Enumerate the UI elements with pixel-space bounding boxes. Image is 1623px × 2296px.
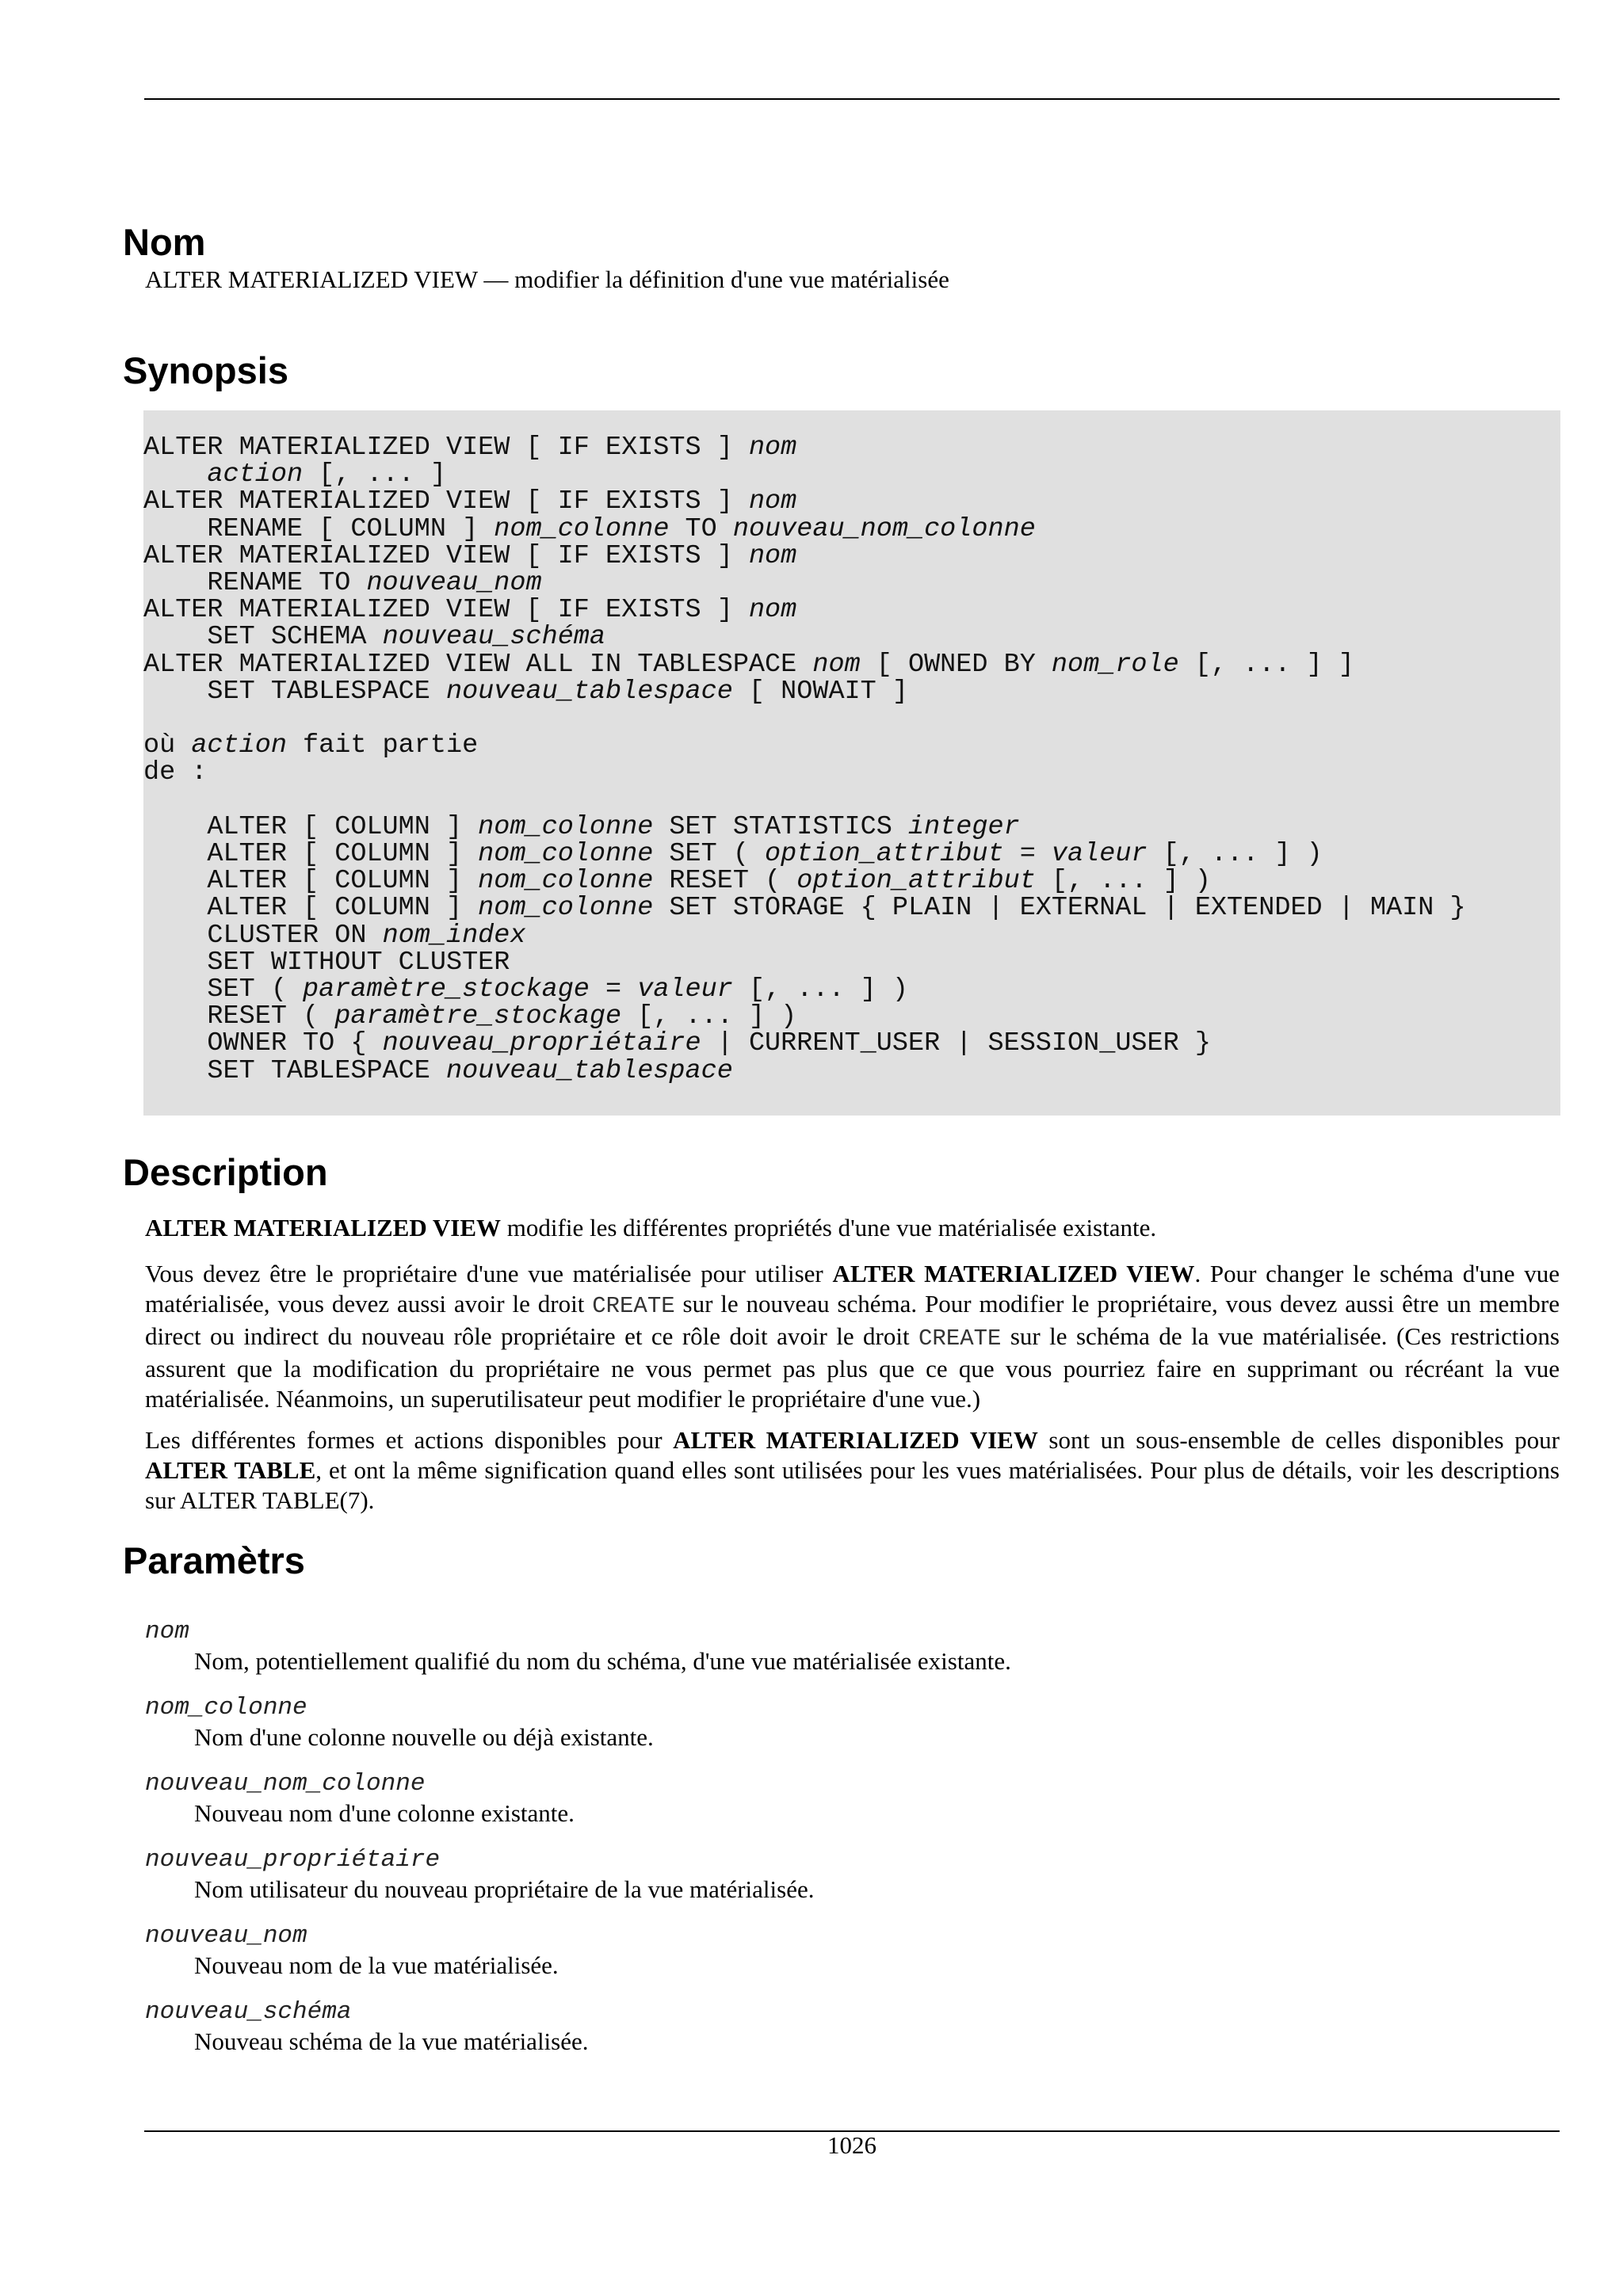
synopsis-placeholder: paramètre_stockage — [303, 974, 590, 1005]
synopsis-placeholder: nouveau_tablespace — [445, 676, 733, 707]
synopsis-placeholder: nom_colonne — [478, 866, 654, 897]
paragraph-text: , et ont la même signification quand elles sont utilisées pour les vues matérialisées. Pour plus de détails, voir les descriptions sur ALTER TABLE(7). — [145, 1456, 1560, 1514]
description-paragraph-2 — [145, 1259, 1560, 1414]
section-heading-description: Description — [123, 1151, 328, 1193]
parameter-term: nouveau_propriétaire — [145, 1846, 441, 1874]
parameter-definition: Nom utilisateur du nouveau propriétaire de la vue matérialisée. — [194, 1875, 815, 1903]
synopsis-placeholder: nom_role — [1051, 649, 1179, 680]
synopsis-text: OWNER TO { — [143, 1028, 383, 1059]
synopsis-text: [, ... ] — [303, 460, 446, 490]
synopsis-placeholder: nom_colonne — [478, 839, 654, 870]
synopsis-text: ALTER [ COLUMN ] — [143, 893, 479, 924]
synopsis-text: [, ... ] ) — [1035, 866, 1211, 897]
command-summary: modifier la définition d'une vue matérialisée — [514, 265, 949, 293]
header-rule — [144, 98, 1560, 100]
paragraph-text: modifie les différentes propriétés d'une vue matérialisée existante. — [501, 1214, 1157, 1241]
paragraph-text: . Pour changer le schéma d'une vue matérialisée, vous devez aussi avoir le droit — [145, 1260, 1560, 1318]
parameter-term: nom_colonne — [145, 1694, 307, 1722]
paragraph-text: sur le schéma de la vue matérialisée. (Ces restrictions assurent que la modification du propriétaire ne vous permet pas plus que ce que vous pourriez faire en supprimant ou récréant la vue matérialisée. Néanmoins, un superutilisateur peut modifier le propriétaire d'une vue.) — [145, 1322, 1560, 1413]
description-paragraph-3 — [145, 1425, 1560, 1516]
command-reference: ALTER MATERIALIZED VIEW — [145, 1214, 502, 1241]
synopsis-block — [143, 410, 1560, 1116]
synopsis-placeholder: nom — [748, 595, 797, 626]
parameter-term: nouveau_schéma — [145, 1998, 352, 2026]
section-heading-nom: Nom — [123, 221, 206, 263]
synopsis-text: SET SCHEMA — [143, 622, 383, 653]
synopsis-placeholder: nouveau_tablespace — [445, 1055, 733, 1086]
sql-literal: CREATE — [918, 1325, 1002, 1352]
synopsis-text: où — [143, 730, 192, 761]
synopsis-text: SET TABLESPACE — [143, 1055, 446, 1086]
command-name: ALTER MATERIALIZED VIEW — [145, 265, 478, 293]
synopsis-placeholder: nom_colonne — [478, 893, 654, 924]
synopsis-text: [, ... ] ) — [621, 1001, 797, 1032]
synopsis-placeholder: integer — [907, 811, 1020, 842]
synopsis-text: de : — [143, 757, 208, 788]
synopsis-placeholder: action — [207, 460, 304, 490]
paragraph-text: sur le nouveau schéma. Pour modifier le propriétaire, vous devez aussi être un membre direct ou indirect du nouveau rôle propriétaire et ce rôle doit avoir le droit — [145, 1290, 1560, 1350]
nom-line — [145, 265, 1560, 295]
synopsis-placeholder: nom_index — [382, 920, 526, 951]
synopsis-text: [ OWNED BY — [860, 649, 1052, 680]
synopsis-text: [, ... ] ) — [1147, 839, 1323, 870]
synopsis-text: = — [589, 974, 638, 1005]
synopsis-placeholder: nouveau_nom — [366, 568, 542, 599]
synopsis-placeholder: nouveau_propriétaire — [382, 1028, 701, 1059]
synopsis-text: RESET ( — [653, 866, 797, 897]
synopsis-text: ALTER MATERIALIZED VIEW [ IF EXISTS ] — [143, 433, 749, 463]
synopsis-placeholder: nouveau_nom_colonne — [732, 513, 1036, 544]
synopsis-text: SET WITHOUT CLUSTER — [143, 947, 510, 978]
description-paragraph-1 — [145, 1213, 1560, 1243]
parameter-term: nouveau_nom_colonne — [145, 1770, 426, 1798]
synopsis-text: SET TABLESPACE — [143, 676, 446, 707]
synopsis-text: = — [1003, 839, 1052, 870]
synopsis-placeholder: nom_colonne — [478, 811, 654, 842]
synopsis-placeholder: nom — [812, 649, 861, 680]
synopsis-text — [143, 460, 207, 490]
parameter-definition: Nouveau nom d'une colonne existante. — [194, 1799, 575, 1827]
synopsis-code — [143, 434, 1466, 1085]
synopsis-text: TO — [669, 513, 733, 544]
parameter-term: nom — [145, 1618, 189, 1646]
synopsis-placeholder: valeur — [1051, 839, 1148, 870]
section-heading-parametres: Paramètrs — [123, 1539, 305, 1581]
parameter-definition: Nom d'une colonne nouvelle ou déjà existante. — [194, 1723, 654, 1751]
synopsis-text: ALTER MATERIALIZED VIEW [ IF EXISTS ] — [143, 595, 749, 626]
em-dash: — — [477, 265, 515, 293]
synopsis-text: ALTER MATERIALIZED VIEW [ IF EXISTS ] — [143, 540, 749, 571]
synopsis-text: RENAME [ COLUMN ] — [143, 513, 495, 544]
synopsis-text: SET ( — [143, 974, 304, 1005]
synopsis-text: [, ... ] ] — [1178, 649, 1354, 680]
parameter-definition: Nom, potentiellement qualifié du nom du schéma, d'une vue matérialisée existante. — [194, 1647, 1011, 1675]
sql-literal: CREATE — [592, 1293, 675, 1319]
synopsis-text: SET ( — [653, 839, 766, 870]
synopsis-placeholder: nouveau_schéma — [382, 622, 606, 653]
synopsis-text: ALTER MATERIALIZED VIEW [ IF EXISTS ] — [143, 486, 749, 517]
command-reference: ALTER MATERIALIZED VIEW — [673, 1426, 1038, 1454]
parameter-definition: Nouveau nom de la vue matérialisée. — [194, 1951, 559, 1979]
page-number: 1026 — [827, 2131, 876, 2159]
synopsis-text: ALTER [ COLUMN ] — [143, 866, 479, 897]
command-reference: ALTER TABLE — [145, 1456, 316, 1484]
synopsis-placeholder: action — [191, 730, 287, 761]
parameter-term: nouveau_nom — [145, 1922, 307, 1950]
synopsis-placeholder: option_attribut — [765, 839, 1004, 870]
synopsis-placeholder: valeur — [637, 974, 733, 1005]
synopsis-placeholder: nom — [748, 433, 797, 463]
synopsis-text: ALTER [ COLUMN ] — [143, 811, 479, 842]
synopsis-placeholder: nom — [748, 486, 797, 517]
section-heading-synopsis: Synopsis — [123, 349, 288, 391]
synopsis-placeholder: paramètre_stockage — [334, 1001, 622, 1032]
synopsis-text: ALTER MATERIALIZED VIEW ALL IN TABLESPACE — [143, 649, 813, 680]
parameter-definition: Nouveau schéma de la vue matérialisée. — [194, 2027, 589, 2055]
synopsis-text: [, ... ] ) — [732, 974, 908, 1005]
synopsis-text: SET STATISTICS — [653, 811, 908, 842]
synopsis-text: | CURRENT_USER | SESSION_USER } — [701, 1028, 1211, 1059]
paragraph-text: Les différentes formes et actions disponibles pour — [145, 1426, 674, 1454]
synopsis-text: RENAME TO — [143, 568, 367, 599]
paragraph-text: sont un sous-ensemble de celles disponibles pour — [1037, 1426, 1560, 1454]
synopsis-text: RESET ( — [143, 1001, 335, 1032]
synopsis-text: SET STORAGE { PLAIN | EXTERNAL | EXTENDED | MAIN } — [653, 893, 1466, 924]
synopsis-placeholder: nom — [748, 540, 797, 571]
synopsis-placeholder: nom_colonne — [494, 513, 670, 544]
command-reference: ALTER MATERIALIZED VIEW — [832, 1260, 1195, 1287]
synopsis-text: CLUSTER ON — [143, 920, 383, 951]
synopsis-text: fait partie — [286, 730, 479, 761]
synopsis-placeholder: option_attribut — [796, 866, 1036, 897]
synopsis-text: ALTER [ COLUMN ] — [143, 839, 479, 870]
paragraph-text: Vous devez être le propriétaire d'une vue matérialisée pour utiliser — [145, 1260, 833, 1287]
synopsis-text: [ NOWAIT ] — [732, 676, 908, 707]
